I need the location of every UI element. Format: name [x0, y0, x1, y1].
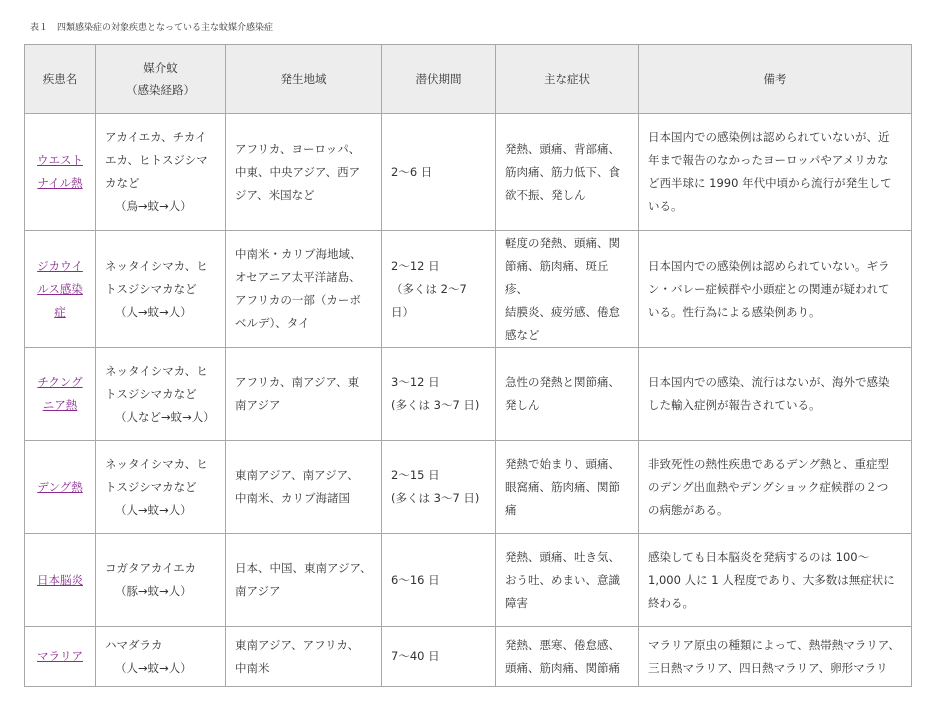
symptoms-line: 痛	[505, 502, 517, 517]
cell-vector	[96, 441, 226, 534]
cell-vector	[96, 627, 226, 687]
cell-incubation	[382, 114, 496, 231]
infection-route: （人→蚊→人）	[115, 304, 192, 319]
remarks-line: 日本国内での感染例は認められていない。ギラ	[648, 258, 890, 273]
symptoms-line: 節痛、筋肉痛、斑丘疹、	[505, 258, 609, 296]
symptoms-line: 障害	[505, 595, 528, 610]
symptoms-line: おう吐、めまい、意識	[505, 572, 620, 587]
remarks-line: 日本国内での感染、流行はないが、海外で感染	[648, 375, 890, 389]
cell-remarks	[639, 114, 912, 231]
incubation-line: 2～15 日	[391, 468, 440, 482]
infection-route: （鳥→蚊→人）	[115, 199, 192, 213]
remarks-line: 日本国内での感染例は認められていないが、近	[648, 130, 890, 144]
cell-remarks	[639, 627, 912, 687]
table-caption: 表１ 四類感染症の対象疾患となっている主な蚊媒介感染症	[30, 23, 274, 33]
incubation-line: (多くは 3～7 日)	[391, 398, 480, 412]
cell-remarks	[639, 348, 912, 441]
header-disease: 疾患名	[25, 45, 96, 114]
symptoms-line: 発熱で始まり、頭痛、	[505, 456, 620, 471]
table-row	[25, 348, 912, 441]
header-row	[25, 45, 912, 114]
remarks-line: ど西半球に 1990 年代中頃から流行が発生して	[648, 176, 892, 190]
vector-line: ネッタイシマカ、ヒ	[105, 363, 208, 378]
symptoms-line: 欲不振、発しん	[505, 187, 586, 202]
cell-incubation	[382, 441, 496, 534]
table-row	[25, 534, 912, 627]
cell-symptoms	[496, 348, 639, 441]
infection-route: （人など→蚊→人）	[115, 409, 215, 424]
region-line: 南アジア	[235, 584, 281, 598]
cell-region	[226, 441, 382, 534]
cell-region	[226, 114, 382, 231]
region-line: ジア、米国など	[235, 187, 315, 202]
remarks-line: の病態がある。	[648, 502, 729, 517]
region-line: 東南アジア、南アジア、	[235, 468, 359, 482]
disease-link[interactable]: ニア熱	[42, 398, 78, 412]
region-line: 中南米、カリブ海諸国	[235, 491, 350, 505]
cell-vector	[96, 114, 226, 231]
cell-region	[226, 627, 382, 687]
remarks-line: 非致死性の熱性疾患であるデング熱と、重症型	[648, 456, 890, 471]
cell-name[interactable]	[25, 114, 96, 231]
symptoms-line: 筋肉痛、筋力低下、食	[505, 164, 620, 179]
cell-symptoms	[496, 231, 639, 348]
remarks-line: いる。	[648, 199, 683, 213]
remarks-line: した輸入症例が報告されている。	[648, 398, 821, 412]
infection-route: （人→蚊→人）	[115, 660, 192, 675]
remarks-line: マラリア原虫の種類によって、熱帯熱マラリア、	[648, 637, 900, 652]
incubation-line: 2～6 日	[391, 164, 433, 179]
cell-vector	[96, 231, 226, 348]
table-row	[25, 441, 912, 534]
vector-line: コガタアカイエカ	[105, 561, 197, 575]
table-row	[25, 627, 912, 687]
symptoms-line: 発熱、悪寒、倦怠感、	[505, 637, 620, 652]
remarks-line: 三日熱マラリア、四日熱マラリア、卵形マラリ	[648, 660, 888, 675]
disease-link[interactable]: 日本脳炎	[37, 572, 83, 587]
region-line: オセアニア太平洋諸島、	[235, 270, 361, 284]
incubation-line: （多くは 2～7	[391, 281, 467, 296]
table-row	[25, 114, 912, 231]
header-incubation: 潜伏期間	[382, 45, 496, 114]
cell-name[interactable]	[25, 231, 96, 348]
header-remarks: 備考	[639, 45, 912, 114]
incubation-line: 日）	[391, 304, 414, 319]
header-region: 発生地域	[226, 45, 382, 114]
vector-line: トスジシマカなど	[105, 386, 197, 401]
vector-line: トスジシマカなど	[105, 281, 197, 296]
symptoms-line: 軽度の発熱、頭痛、関	[505, 235, 620, 250]
cell-name[interactable]	[25, 627, 96, 687]
incubation-line: 7～40 日	[391, 649, 440, 663]
remarks-line: のデング出血熱やデングショック症候群の２つ	[648, 479, 889, 494]
cell-vector	[96, 348, 226, 441]
infection-route: （豚→蚊→人）	[115, 584, 192, 598]
vector-line: アカイエカ、チカイ	[105, 130, 207, 144]
region-line: 中南米・カリブ海地域、	[235, 247, 362, 261]
cell-remarks	[639, 231, 912, 348]
region-line: 東南アジア、アフリカ、	[235, 637, 360, 652]
disease-link[interactable]: マラリア	[37, 649, 83, 663]
remarks-line: 終わる。	[648, 595, 694, 610]
cell-remarks	[639, 534, 912, 627]
region-line: 中東、中央アジア、西ア	[235, 164, 361, 179]
symptoms-line: 眼窩痛、筋肉痛、関節	[505, 479, 620, 494]
vector-line: ネッタイシマカ、ヒ	[105, 456, 208, 471]
incubation-line: 2～12 日	[391, 258, 440, 273]
disease-link[interactable]: ルス感染	[37, 281, 83, 296]
cell-symptoms	[496, 627, 639, 687]
remarks-line: 1,000 人に 1 人程度であり、大多数は無症状に	[648, 572, 895, 587]
cell-incubation	[382, 348, 496, 441]
region-line: 南アジア	[235, 398, 281, 412]
cell-incubation	[382, 534, 496, 627]
disease-link[interactable]: ナイル熱	[37, 176, 83, 190]
region-line: アフリカ、ヨーロッパ、	[235, 141, 361, 156]
region-line: アフリカ、南アジア、東	[235, 375, 360, 389]
incubation-line: 6～16 日	[391, 572, 440, 587]
region-line: ベルデ）、タイ	[235, 316, 310, 330]
remarks-line: いる。性行為による感染例あり。	[648, 304, 821, 319]
cell-name[interactable]	[25, 348, 96, 441]
mosquito-borne-disease-table	[24, 44, 912, 687]
symptoms-line: 結膜炎、疲労感、倦怠	[505, 304, 620, 319]
disease-link[interactable]: チクング	[37, 375, 83, 389]
remarks-line: 感染しても日本脳炎を発病するのは 100～	[648, 549, 870, 564]
disease-link[interactable]: デング熱	[37, 479, 83, 494]
symptoms-line: 頭痛、筋肉痛、関節痛	[505, 660, 620, 675]
cell-symptoms	[496, 114, 639, 231]
vector-line: ハマダラカ	[105, 637, 163, 652]
region-line: アフリカの一部（カーボ	[235, 293, 361, 307]
cell-incubation	[382, 231, 496, 348]
cell-incubation	[382, 627, 496, 687]
cell-symptoms	[496, 534, 639, 627]
vector-line: エカ、ヒトスジシマ	[105, 153, 208, 167]
symptoms-line: 発しん	[505, 398, 540, 412]
remarks-line: ン・バレー症候群や小頭症との関連が疑われて	[648, 281, 890, 296]
symptoms-line: 発熱、頭痛、背部痛、	[505, 141, 620, 156]
vector-line: カなど	[105, 176, 140, 190]
region-line: 中南米	[235, 660, 270, 675]
cell-name[interactable]	[25, 534, 96, 627]
symptoms-line: 感など	[505, 327, 540, 342]
disease-link[interactable]: ジカウイ	[37, 258, 83, 273]
cell-name[interactable]	[25, 441, 96, 534]
disease-link[interactable]: ウエスト	[37, 153, 83, 167]
vector-line: ネッタイシマカ、ヒ	[105, 258, 208, 273]
cell-vector	[96, 534, 226, 627]
disease-link[interactable]: 症	[54, 304, 66, 319]
symptoms-line: 急性の発熱と関節痛、	[505, 375, 620, 389]
table-row	[25, 231, 912, 348]
cell-region	[226, 348, 382, 441]
cell-symptoms	[496, 441, 639, 534]
cell-region	[226, 231, 382, 348]
cell-remarks	[639, 441, 912, 534]
incubation-line: 3～12 日	[391, 375, 440, 389]
incubation-line: (多くは 3～7 日)	[391, 491, 480, 505]
vector-line: トスジシマカなど	[105, 479, 197, 494]
region-line: 日本、中国、東南アジア、	[235, 561, 372, 575]
header-symptoms: 主な症状	[496, 45, 639, 114]
symptoms-line: 発熱、頭痛、吐き気、	[505, 549, 620, 564]
remarks-line: 年まで報告のなかったヨーロッパやアメリカな	[648, 153, 889, 167]
header-vector: 媒介蚊 （感染経路）	[96, 45, 226, 114]
cell-region	[226, 534, 382, 627]
infection-route: （人→蚊→人）	[115, 502, 192, 517]
